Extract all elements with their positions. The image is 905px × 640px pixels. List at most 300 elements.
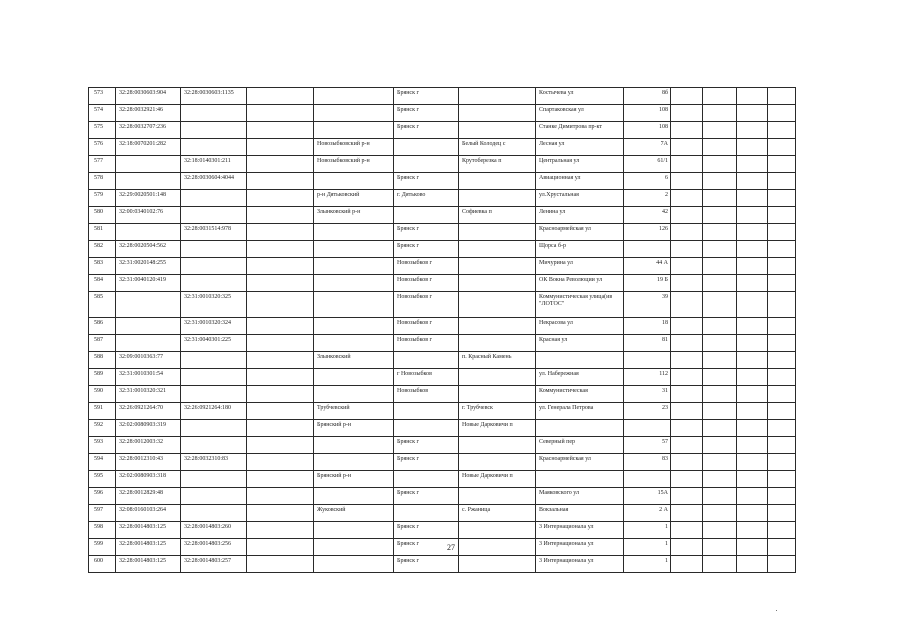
extra-cell-4 <box>768 352 796 369</box>
cadastral-number-cell: 32:02:0080903:319 <box>116 420 181 437</box>
settlement-cell: Новые Дарковичи п <box>459 471 536 488</box>
district-cell: Злынковский <box>314 352 394 369</box>
row-number-cell: 594 <box>89 454 116 471</box>
settlement-cell <box>459 556 536 573</box>
extra-cell-1 <box>671 437 703 454</box>
city-cell: Брянск г <box>394 241 459 258</box>
city-cell: Брянск г <box>394 488 459 505</box>
extra-cell-4 <box>768 454 796 471</box>
empty-cell <box>247 539 314 556</box>
extra-cell-3 <box>737 156 768 173</box>
house-number-cell: 126 <box>624 224 671 241</box>
extra-cell-2 <box>703 292 737 318</box>
registry-table-body <box>89 88 796 573</box>
house-number-cell: 39 <box>624 292 671 318</box>
extra-cell-1 <box>671 275 703 292</box>
street-cell: Коммунистическая улица(ив "ЛОТОС" <box>536 292 624 318</box>
settlement-cell <box>459 386 536 403</box>
cadastral-number-cell: 32:18:0070201:282 <box>116 139 181 156</box>
house-number-cell: 8б <box>624 88 671 105</box>
house-number-cell: 19 Б <box>624 275 671 292</box>
extra-cell-1 <box>671 241 703 258</box>
table-row <box>89 505 796 522</box>
extra-cell-4 <box>768 403 796 420</box>
cadastral-number-cell: 32:28:0032921:46 <box>116 105 181 122</box>
extra-cell-3 <box>737 122 768 139</box>
secondary-cadastral-cell: 32:28:0014803:260 <box>181 522 247 539</box>
city-cell: Брянск г <box>394 88 459 105</box>
district-cell <box>314 173 394 190</box>
settlement-cell: Крутоберезка п <box>459 156 536 173</box>
house-number-cell: 18 <box>624 318 671 335</box>
settlement-cell <box>459 224 536 241</box>
secondary-cadastral-cell <box>181 369 247 386</box>
cadastral-number-cell: 32:09:0010363:77 <box>116 352 181 369</box>
table-row <box>89 403 796 420</box>
extra-cell-1 <box>671 207 703 224</box>
district-cell: Новозыбковский р-н <box>314 156 394 173</box>
extra-cell-3 <box>737 173 768 190</box>
settlement-cell <box>459 275 536 292</box>
empty-cell <box>247 292 314 318</box>
empty-cell <box>247 403 314 420</box>
extra-cell-4 <box>768 224 796 241</box>
empty-cell <box>247 488 314 505</box>
table-row <box>89 173 796 190</box>
extra-cell-3 <box>737 258 768 275</box>
row-number-cell: 574 <box>89 105 116 122</box>
extra-cell-2 <box>703 105 737 122</box>
settlement-cell <box>459 105 536 122</box>
extra-cell-1 <box>671 420 703 437</box>
district-cell: Трубчевский <box>314 403 394 420</box>
extra-cell-1 <box>671 352 703 369</box>
street-cell: Станке Димитрова пр-кт <box>536 122 624 139</box>
row-number-cell: 593 <box>89 437 116 454</box>
extra-cell-2 <box>703 522 737 539</box>
secondary-cadastral-cell <box>181 207 247 224</box>
secondary-cadastral-cell: 32:28:0030604:4044 <box>181 173 247 190</box>
house-number-cell <box>624 420 671 437</box>
extra-cell-1 <box>671 369 703 386</box>
district-cell: Жуковский <box>314 505 394 522</box>
cadastral-number-cell: 32:31:0010301:54 <box>116 369 181 386</box>
cadastral-number-cell: 32:08:0160103:264 <box>116 505 181 522</box>
district-cell <box>314 122 394 139</box>
house-number-cell: 6 <box>624 173 671 190</box>
street-cell: Лесная ул <box>536 139 624 156</box>
settlement-cell <box>459 88 536 105</box>
street-cell: Авиационная ул <box>536 173 624 190</box>
house-number-cell: 1 <box>624 556 671 573</box>
row-number-cell: 584 <box>89 275 116 292</box>
row-number-cell: 595 <box>89 471 116 488</box>
street-cell: 3 Интернационала ул <box>536 556 624 573</box>
extra-cell-3 <box>737 386 768 403</box>
cadastral-number-cell: 32:29:0020501:148 <box>116 190 181 207</box>
secondary-cadastral-cell: 32:28:0014803:256 <box>181 539 247 556</box>
street-cell: Вокзальная <box>536 505 624 522</box>
extra-cell-3 <box>737 454 768 471</box>
empty-cell <box>247 335 314 352</box>
cadastral-number-cell: 32:28:0012829:48 <box>116 488 181 505</box>
district-cell <box>314 275 394 292</box>
district-cell: Брянский р-н <box>314 420 394 437</box>
extra-cell-1 <box>671 403 703 420</box>
street-cell: ул.Хрустальная <box>536 190 624 207</box>
row-number-cell: 591 <box>89 403 116 420</box>
extra-cell-2 <box>703 318 737 335</box>
secondary-cadastral-cell: 32:28:0014803:257 <box>181 556 247 573</box>
cadastral-number-cell: 32:28:0014803:125 <box>116 556 181 573</box>
secondary-cadastral-cell <box>181 386 247 403</box>
extra-cell-4 <box>768 275 796 292</box>
house-number-cell <box>624 352 671 369</box>
empty-cell <box>247 122 314 139</box>
table-row <box>89 454 796 471</box>
extra-cell-2 <box>703 420 737 437</box>
settlement-cell: п. Красный Камень <box>459 352 536 369</box>
row-number-cell: 585 <box>89 292 116 318</box>
extra-cell-2 <box>703 369 737 386</box>
extra-cell-3 <box>737 522 768 539</box>
extra-cell-3 <box>737 505 768 522</box>
house-number-cell: 42 <box>624 207 671 224</box>
registry-table <box>88 87 796 573</box>
house-number-cell <box>624 241 671 258</box>
row-number-cell: 599 <box>89 539 116 556</box>
house-number-cell: 57 <box>624 437 671 454</box>
street-cell: Мичурина ул <box>536 258 624 275</box>
extra-cell-4 <box>768 241 796 258</box>
extra-cell-1 <box>671 190 703 207</box>
street-cell: ул. Генерала Петрова <box>536 403 624 420</box>
row-number-cell: 575 <box>89 122 116 139</box>
extra-cell-3 <box>737 335 768 352</box>
secondary-cadastral-cell <box>181 258 247 275</box>
table-row <box>89 190 796 207</box>
extra-cell-1 <box>671 505 703 522</box>
scan-artifact-dot <box>776 610 777 611</box>
extra-cell-1 <box>671 522 703 539</box>
settlement-cell <box>459 335 536 352</box>
cadastral-number-cell <box>116 335 181 352</box>
city-cell: Новозыбков г <box>394 258 459 275</box>
table-row <box>89 105 796 122</box>
table-row <box>89 471 796 488</box>
settlement-cell <box>459 318 536 335</box>
table-row <box>89 224 796 241</box>
settlement-cell: Софиевка п <box>459 207 536 224</box>
district-cell <box>314 556 394 573</box>
house-number-cell: 31 <box>624 386 671 403</box>
city-cell <box>394 505 459 522</box>
district-cell <box>314 241 394 258</box>
extra-cell-4 <box>768 522 796 539</box>
extra-cell-3 <box>737 437 768 454</box>
row-number-cell: 600 <box>89 556 116 573</box>
empty-cell <box>247 386 314 403</box>
extra-cell-2 <box>703 471 737 488</box>
district-cell <box>314 488 394 505</box>
empty-cell <box>247 224 314 241</box>
settlement-cell: Белый Колодец с <box>459 139 536 156</box>
extra-cell-3 <box>737 88 768 105</box>
row-number-cell: 576 <box>89 139 116 156</box>
district-cell: р-н Дятьковский <box>314 190 394 207</box>
settlement-cell <box>459 173 536 190</box>
extra-cell-1 <box>671 173 703 190</box>
house-number-cell: 15А <box>624 488 671 505</box>
cadastral-number-cell: 32:28:0030603:904 <box>116 88 181 105</box>
settlement-cell <box>459 241 536 258</box>
row-number-cell: 580 <box>89 207 116 224</box>
row-number-cell: 598 <box>89 522 116 539</box>
extra-cell-3 <box>737 224 768 241</box>
extra-cell-4 <box>768 386 796 403</box>
secondary-cadastral-cell: 32:18:0140301:211 <box>181 156 247 173</box>
district-cell <box>314 105 394 122</box>
district-cell <box>314 318 394 335</box>
row-number-cell: 586 <box>89 318 116 335</box>
house-number-cell: 7А <box>624 139 671 156</box>
house-number-cell: 61/1 <box>624 156 671 173</box>
extra-cell-4 <box>768 369 796 386</box>
extra-cell-2 <box>703 539 737 556</box>
city-cell: Новозыбков г <box>394 335 459 352</box>
street-cell: Некрасова ул <box>536 318 624 335</box>
table-row <box>89 352 796 369</box>
empty-cell <box>247 207 314 224</box>
extra-cell-3 <box>737 352 768 369</box>
settlement-cell <box>459 190 536 207</box>
extra-cell-3 <box>737 190 768 207</box>
extra-cell-4 <box>768 505 796 522</box>
extra-cell-3 <box>737 292 768 318</box>
extra-cell-1 <box>671 488 703 505</box>
extra-cell-2 <box>703 122 737 139</box>
cadastral-number-cell <box>116 318 181 335</box>
extra-cell-1 <box>671 139 703 156</box>
empty-cell <box>247 437 314 454</box>
empty-cell <box>247 275 314 292</box>
extra-cell-4 <box>768 173 796 190</box>
secondary-cadastral-cell <box>181 105 247 122</box>
street-cell: 3 Интернационала ул <box>536 539 624 556</box>
empty-cell <box>247 352 314 369</box>
extra-cell-2 <box>703 88 737 105</box>
extra-cell-3 <box>737 471 768 488</box>
row-number-cell: 590 <box>89 386 116 403</box>
extra-cell-3 <box>737 241 768 258</box>
extra-cell-2 <box>703 335 737 352</box>
secondary-cadastral-cell <box>181 420 247 437</box>
extra-cell-4 <box>768 105 796 122</box>
empty-cell <box>247 156 314 173</box>
city-cell: Новозыбков г <box>394 292 459 318</box>
row-number-cell: 597 <box>89 505 116 522</box>
empty-cell <box>247 88 314 105</box>
secondary-cadastral-cell <box>181 190 247 207</box>
city-cell <box>394 471 459 488</box>
secondary-cadastral-cell: 32:28:0031514:978 <box>181 224 247 241</box>
extra-cell-4 <box>768 335 796 352</box>
extra-cell-1 <box>671 258 703 275</box>
extra-cell-4 <box>768 437 796 454</box>
row-number-cell: 588 <box>89 352 116 369</box>
house-number-cell: 44 А <box>624 258 671 275</box>
city-cell: Брянск г <box>394 173 459 190</box>
city-cell: Брянск г <box>394 454 459 471</box>
extra-cell-1 <box>671 335 703 352</box>
cadastral-number-cell: 32:28:0012003:32 <box>116 437 181 454</box>
row-number-cell: 579 <box>89 190 116 207</box>
table-row <box>89 488 796 505</box>
extra-cell-4 <box>768 556 796 573</box>
extra-cell-2 <box>703 403 737 420</box>
city-cell: Брянск г <box>394 224 459 241</box>
street-cell: Центральная ул <box>536 156 624 173</box>
extra-cell-4 <box>768 139 796 156</box>
secondary-cadastral-cell: 32:31:0010320:325 <box>181 292 247 318</box>
city-cell: Брянск г <box>394 522 459 539</box>
extra-cell-1 <box>671 105 703 122</box>
district-cell <box>314 539 394 556</box>
city-cell: Брянск г <box>394 539 459 556</box>
table-row <box>89 275 796 292</box>
extra-cell-2 <box>703 224 737 241</box>
empty-cell <box>247 190 314 207</box>
extra-cell-1 <box>671 156 703 173</box>
settlement-cell <box>459 369 536 386</box>
extra-cell-3 <box>737 488 768 505</box>
extra-cell-4 <box>768 292 796 318</box>
table-row <box>89 207 796 224</box>
district-cell <box>314 522 394 539</box>
street-cell: Красноармейская ул <box>536 454 624 471</box>
cadastral-number-cell <box>116 173 181 190</box>
cadastral-number-cell: 32:28:0012310:43 <box>116 454 181 471</box>
cadastral-number-cell: 32:31:0010320:321 <box>116 386 181 403</box>
cadastral-number-cell: 32:28:0014803:125 <box>116 522 181 539</box>
secondary-cadastral-cell: 32:31:0040301:225 <box>181 335 247 352</box>
extra-cell-1 <box>671 539 703 556</box>
cadastral-number-cell: 32:00:0340102:76 <box>116 207 181 224</box>
secondary-cadastral-cell <box>181 139 247 156</box>
house-number-cell: 108 <box>624 105 671 122</box>
extra-cell-3 <box>737 275 768 292</box>
district-cell <box>314 258 394 275</box>
secondary-cadastral-cell <box>181 437 247 454</box>
page-number: 27 <box>447 543 455 552</box>
extra-cell-3 <box>737 105 768 122</box>
district-cell <box>314 335 394 352</box>
extra-cell-3 <box>737 556 768 573</box>
cadastral-number-cell: 32:31:0020148:255 <box>116 258 181 275</box>
street-cell: Костычева ул <box>536 88 624 105</box>
extra-cell-2 <box>703 437 737 454</box>
secondary-cadastral-cell <box>181 352 247 369</box>
extra-cell-4 <box>768 420 796 437</box>
empty-cell <box>247 258 314 275</box>
secondary-cadastral-cell <box>181 471 247 488</box>
cadastral-number-cell: 32:31:0040120:419 <box>116 275 181 292</box>
table-row <box>89 420 796 437</box>
table-row <box>89 122 796 139</box>
street-cell: Маяковского ул <box>536 488 624 505</box>
extra-cell-4 <box>768 190 796 207</box>
extra-cell-2 <box>703 352 737 369</box>
extra-cell-1 <box>671 556 703 573</box>
street-cell: ОК Вокна Революции ул <box>536 275 624 292</box>
extra-cell-4 <box>768 207 796 224</box>
extra-cell-2 <box>703 488 737 505</box>
extra-cell-1 <box>671 122 703 139</box>
city-cell <box>394 420 459 437</box>
city-cell: Новозыбков г <box>394 275 459 292</box>
secondary-cadastral-cell <box>181 275 247 292</box>
house-number-cell: 2 <box>624 190 671 207</box>
empty-cell <box>247 139 314 156</box>
extra-cell-3 <box>737 539 768 556</box>
secondary-cadastral-cell: 32:26:0921264:180 <box>181 403 247 420</box>
settlement-cell <box>459 258 536 275</box>
district-cell <box>314 224 394 241</box>
row-number-cell: 587 <box>89 335 116 352</box>
secondary-cadastral-cell <box>181 505 247 522</box>
street-cell: Ленина ул <box>536 207 624 224</box>
city-cell <box>394 156 459 173</box>
settlement-cell: с. Ржаница <box>459 505 536 522</box>
house-number-cell: 83 <box>624 454 671 471</box>
house-number-cell: 23 <box>624 403 671 420</box>
table-row <box>89 369 796 386</box>
cadastral-number-cell: 32:02:0080903:318 <box>116 471 181 488</box>
extra-cell-2 <box>703 139 737 156</box>
extra-cell-1 <box>671 292 703 318</box>
extra-cell-4 <box>768 488 796 505</box>
city-cell: Новозыбков г <box>394 318 459 335</box>
settlement-cell <box>459 488 536 505</box>
district-cell: Новозыбковский р-н <box>314 139 394 156</box>
extra-cell-1 <box>671 454 703 471</box>
empty-cell <box>247 505 314 522</box>
street-cell: Коммунистическая <box>536 386 624 403</box>
extra-cell-1 <box>671 88 703 105</box>
city-cell: Брянск г <box>394 556 459 573</box>
street-cell: Северный пер <box>536 437 624 454</box>
settlement-cell <box>459 522 536 539</box>
row-number-cell: 577 <box>89 156 116 173</box>
extra-cell-2 <box>703 275 737 292</box>
extra-cell-3 <box>737 403 768 420</box>
district-cell <box>314 437 394 454</box>
secondary-cadastral-cell <box>181 488 247 505</box>
empty-cell <box>247 105 314 122</box>
street-cell: Щорса б-р <box>536 241 624 258</box>
house-number-cell: 112 <box>624 369 671 386</box>
street-cell <box>536 471 624 488</box>
cadastral-number-cell: 32:26:0921264:70 <box>116 403 181 420</box>
district-cell <box>314 88 394 105</box>
street-cell <box>536 352 624 369</box>
house-number-cell: 1 <box>624 539 671 556</box>
extra-cell-3 <box>737 207 768 224</box>
table-row <box>89 139 796 156</box>
table-row <box>89 258 796 275</box>
extra-cell-4 <box>768 258 796 275</box>
extra-cell-2 <box>703 556 737 573</box>
